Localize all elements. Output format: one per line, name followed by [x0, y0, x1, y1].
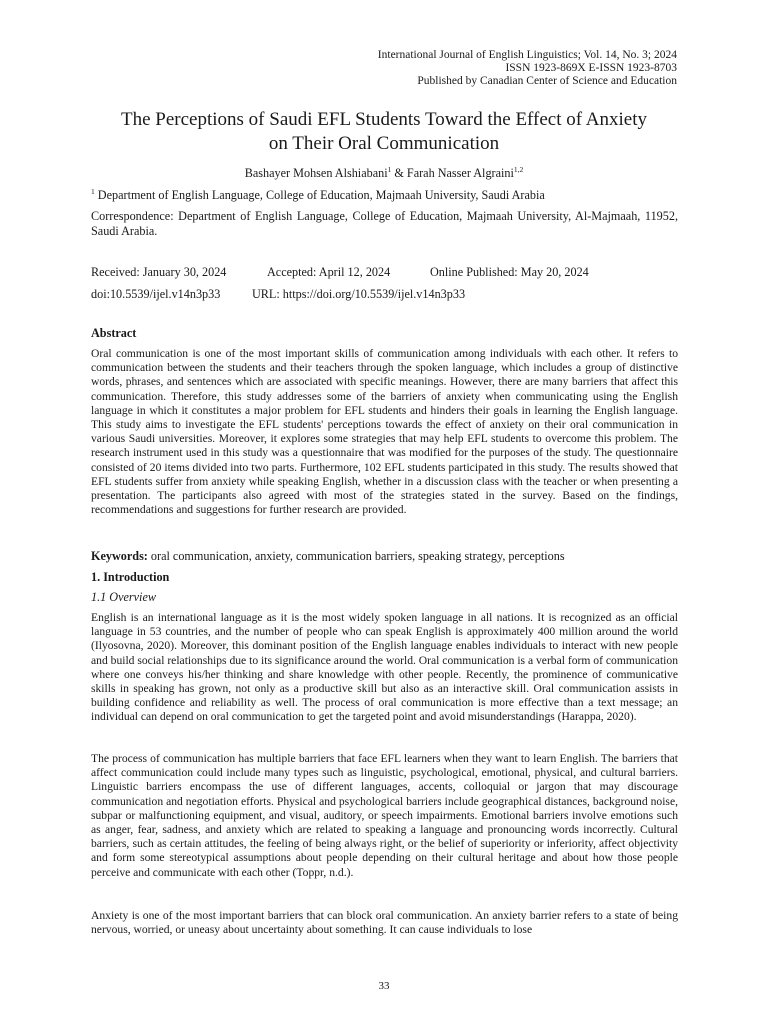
body-paragraph-1: English is an international language as it is the most widely spoken language in all nations. It is recognized as an official language in 53 countries, and the number of people who can speak English is approximately 400 million around the world (Ilyosovna, 2020). Moreover, this dominant position of the English language enables individuals to interact with new people and build social relationships due to its significance around the world. Oral communication is a verbal form of communication where one conveys his/her thinking and share knowledge with other people. Recently, the prominence of communicative skills in speaking has grown, not only as a productive skill but also as an interactive skill. Oral communication assists in building confidence and reliability as well. The process of oral communication is more effective than a text message; an individual can depend on oral communication to get the targeted point and avoid misunderstandings (Harappa, 2020).: [91, 611, 678, 724]
subsection-heading-overview: 1.1 Overview: [91, 590, 156, 604]
author-1: Bashayer Mohsen Alshiabani: [244, 166, 388, 180]
abstract-heading: Abstract: [91, 326, 137, 340]
accepted-date: Accepted: April 12, 2024: [267, 265, 391, 279]
author-2-affiliation-mark: 1,2: [513, 164, 524, 174]
keywords-text: oral communication, anxiety, communication barriers, speaking strategy, perceptions: [147, 549, 565, 563]
title-line-2: on Their Oral Communication: [268, 133, 500, 154]
affiliation-text: Department of English Language, College of Education, Majmaah University, Saudi Arabia: [94, 188, 545, 202]
journal-citation: International Journal of English Linguistics; Vol. 14, No. 3; 2024: [377, 49, 677, 61]
journal-publisher: Published by Canadian Center of Science and Education: [417, 75, 677, 87]
page-number: 33: [378, 980, 390, 992]
journal-header: [157, 49, 677, 88]
identifiers: [91, 287, 678, 302]
doi-text: doi:10.5539/ijel.v14n3p33: [91, 287, 221, 301]
section-heading-introduction: 1. Introduction: [91, 570, 170, 584]
body-paragraph-2: The process of communication has multiple barriers that face EFL learners when they want to learn English. The barriers that affect communication could include many types such as linguistic, psychological, emotional, physical, and cultural barriers. Linguistic barriers encompass the use of different languages, accents, colloquial or jargon that may discourage communication and negotiation efforts. Physical and psychological barriers include geographical distances, background noise, subpar or malfunctioning equipment, and visual, auditory, or speech impairments. Emotional barriers involve emotions such as anger, fear, sadness, and anxiety which are related to speaking a language and pronouncing words incorrectly. Cultural barriers, such as certain attitudes, the feeling of being always right, or the belief of superiority or inferiority, affect objectivity and form some stereotypical assumptions about people depending on their cultural heritage and about how those people perceive and communicate with each other (Toppr, n.d.).: [91, 752, 678, 879]
affiliation-mark: 1: [91, 186, 95, 196]
url-link[interactable]: URL: https://doi.org/10.5539/ijel.v14n3p33: [252, 287, 466, 301]
author-separator: &: [391, 166, 407, 180]
keywords: [91, 549, 678, 564]
author-2: Farah Nasser Algraini: [406, 166, 514, 180]
journal-issn: ISSN 1923-869X E-ISSN 1923-8703: [505, 62, 677, 74]
keywords-label: Keywords:: [91, 549, 148, 563]
affiliation: [91, 188, 678, 203]
published-date: Online Published: May 20, 2024: [430, 265, 589, 279]
publication-dates: [91, 265, 678, 280]
body-paragraph-3: Anxiety is one of the most important barriers that can block oral communication. An anxiety barrier refers to a state of being nervous, worried, or uneasy about uncertainty about something. It can cause individuals to lose: [91, 909, 678, 937]
author-1-affiliation-mark: 1: [387, 164, 392, 174]
paper-title: [80, 108, 688, 156]
correspondence: Correspondence: Department of English Language, College of Education, Majmaah University, Al-Majmaah, 11952, Saudi Arabia.: [91, 209, 678, 238]
abstract-text: Oral communication is one of the most important skills of communication among individuals with each other. It refers to communication between the students and their teachers through the spoken language, which includes a group of distinctive words, phrases, and sentences which are associated with specific meanings. However, there are many barriers that affect this communication. Therefore, this study addresses some of the barriers of anxiety when communicating using the English language in which it constitutes a major problem for EFL students and hinders their goals in learning the English language. This study aims to investigate the EFL students' perceptions towards the effect of anxiety on their oral communication in various Saudi universities. Moreover, it explores some strategies that may help EFL students to overcome this problem. The research instrument used in this study was a questionnaire that was modified for the purposes of the study. The questionnaire consisted of 20 items divided into two parts. Furthermore, 102 EFL students participated in this study. The results showed that EFL students suffer from anxiety while speaking English, whether in a discussion class with the teacher or when presenting a presentation. The participants also agreed with most of the strategies stated in the survey. Based on the findings, recommendations and suggestions for further research are provided.: [91, 347, 678, 517]
author-list: [80, 166, 688, 181]
title-line-1: The Perceptions of Saudi EFL Students Toward the Effect of Anxiety: [121, 109, 647, 130]
received-date: Received: January 30, 2024: [91, 265, 227, 279]
